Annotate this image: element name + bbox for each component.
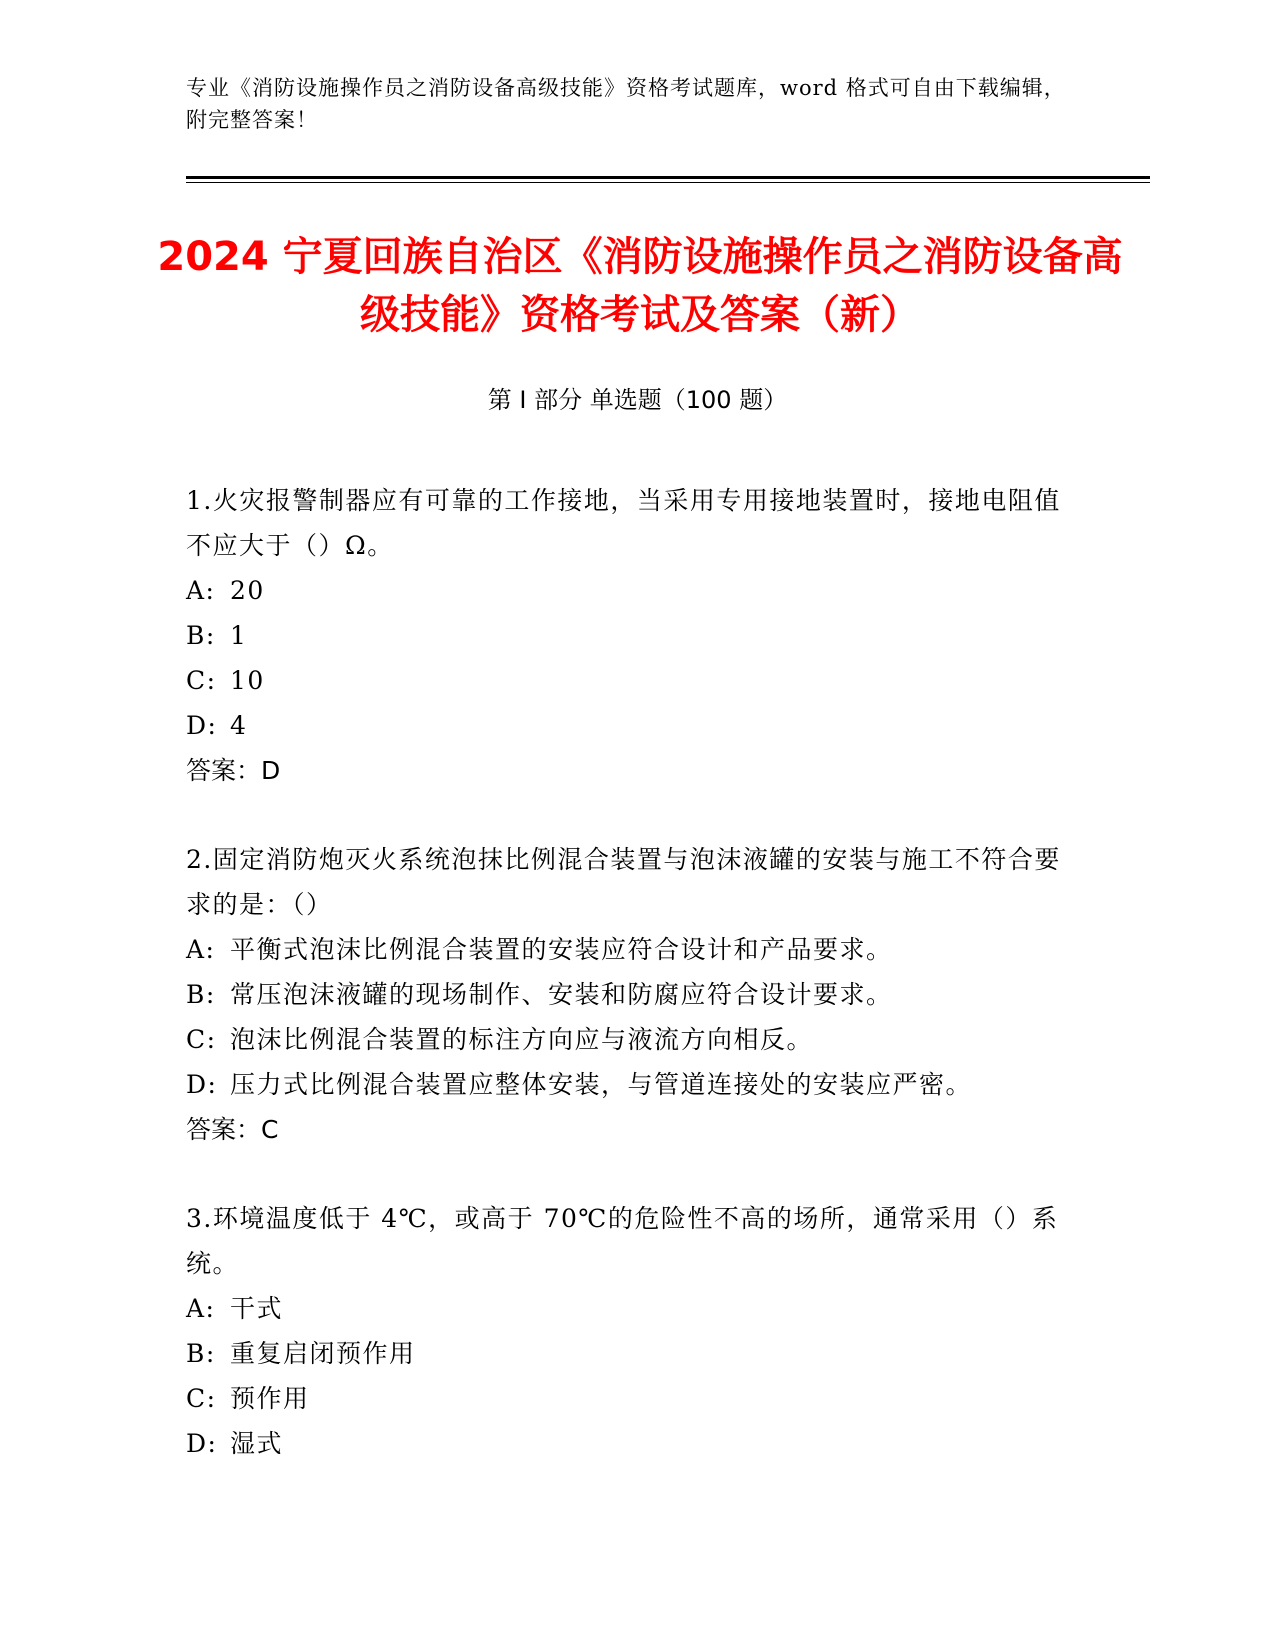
answer-line bbox=[186, 748, 1066, 793]
option-a bbox=[186, 927, 1066, 972]
question-stem: 2.固定消防炮灭火系统泡抹比例混合装置与泡沫液罐的安装与施工不符合要求的是：（） bbox=[186, 845, 1061, 919]
option-text: 20 bbox=[230, 576, 265, 605]
question-stem: 3.环境温度低于 4℃，或高于 70℃的危险性不高的场所，通常采用（）系统。 bbox=[186, 1204, 1059, 1278]
question-3 bbox=[186, 1196, 1066, 1466]
option-key: A: bbox=[186, 935, 216, 964]
option-key: B: bbox=[186, 1339, 216, 1368]
option-text: 重复启闭预作用 bbox=[230, 1339, 416, 1368]
answer-label: 答案： bbox=[186, 1115, 262, 1144]
option-key: A: bbox=[186, 1294, 216, 1323]
option-b bbox=[186, 1331, 1066, 1376]
option-b bbox=[186, 613, 1066, 658]
option-text: 压力式比例混合装置应整体安装，与管道连接处的安装应严密。 bbox=[230, 1070, 973, 1099]
option-text: 1 bbox=[230, 621, 248, 650]
option-key: C: bbox=[186, 1384, 217, 1413]
header-divider-thin bbox=[186, 182, 1150, 183]
question-2 bbox=[186, 837, 1066, 1152]
option-key: B: bbox=[186, 980, 216, 1009]
option-c bbox=[186, 1376, 1066, 1421]
option-text: 泡沫比例混合装置的标注方向应与液流方向相反。 bbox=[230, 1025, 814, 1054]
option-a bbox=[186, 568, 1066, 613]
option-key: D: bbox=[186, 1070, 218, 1099]
option-text: 10 bbox=[230, 666, 265, 695]
option-d bbox=[186, 703, 1066, 748]
option-key: A: bbox=[186, 576, 216, 605]
question-list bbox=[186, 478, 1066, 1510]
option-key: C: bbox=[186, 1025, 217, 1054]
option-text: 预作用 bbox=[230, 1384, 310, 1413]
header-divider-thick bbox=[186, 176, 1150, 179]
question-1 bbox=[186, 478, 1066, 793]
answer-value: C bbox=[261, 1115, 279, 1144]
header-note: 专业《消防设施操作员之消防设备高级技能》资格考试题库，word 格式可自由下载编辑，附完整答案！ bbox=[186, 76, 1066, 132]
option-key: D: bbox=[186, 1429, 218, 1458]
answer-label: 答案： bbox=[186, 756, 262, 785]
option-a bbox=[186, 1286, 1066, 1331]
option-d bbox=[186, 1421, 1066, 1466]
option-c bbox=[186, 658, 1066, 703]
question-stem: 1.火灾报警制器应有可靠的工作接地，当采用专用接地装置时，接地电阻值不应大于（）Ω。 bbox=[186, 486, 1061, 560]
document-title: 2024 宁夏回族自治区《消防设施操作员之消防设备高级技能》资格考试及答案（新） bbox=[157, 234, 1123, 338]
option-text: 4 bbox=[230, 711, 248, 740]
answer-value: D bbox=[261, 756, 281, 785]
option-d bbox=[186, 1062, 1066, 1107]
option-text: 常压泡沫液罐的现场制作、安装和防腐应符合设计要求。 bbox=[230, 980, 893, 1009]
option-text: 湿式 bbox=[230, 1429, 284, 1458]
section-title: 第 I 部分 单选题（100 题） bbox=[487, 386, 788, 414]
option-text: 平衡式泡沫比例混合装置的安装应符合设计和产品要求。 bbox=[230, 935, 893, 964]
option-text: 干式 bbox=[230, 1294, 284, 1323]
answer-line bbox=[186, 1107, 1066, 1152]
option-c bbox=[186, 1017, 1066, 1062]
option-key: B: bbox=[186, 621, 216, 650]
option-key: D: bbox=[186, 711, 218, 740]
option-b bbox=[186, 972, 1066, 1017]
option-key: C: bbox=[186, 666, 217, 695]
